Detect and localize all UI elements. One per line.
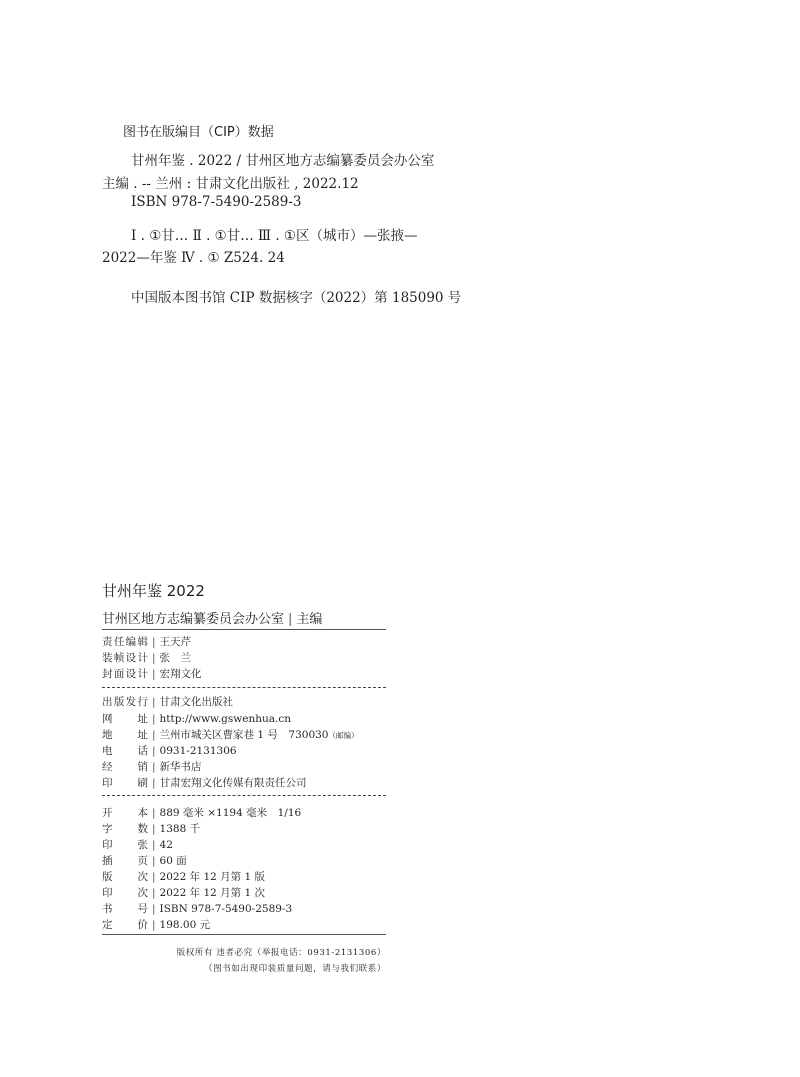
publisher-row: 电话 | 0931-2131306	[102, 745, 237, 757]
cip-editor-line: 主编 . -- 兰州 : 甘肃文化出版社 , 2022.12	[102, 176, 359, 192]
publisher-row: 经销 | 新华书店	[102, 761, 202, 773]
cip-title-line: 甘州年鉴 . 2022 / 甘州区地方志编纂委员会办公室	[131, 153, 435, 169]
publisher-row: 地址 | 兰州市城关区曹家巷 1 号 730030（邮编）	[102, 729, 359, 741]
divider-dashed	[102, 795, 386, 796]
spec-row: 印张 | 42	[102, 839, 173, 851]
book-title: 甘州年鉴 2022	[102, 582, 205, 600]
book-editor: 甘州区地方志编纂委员会办公室	[102, 612, 285, 627]
separator: |	[288, 612, 293, 627]
divider-dashed	[102, 687, 386, 688]
cip-isbn-line: ISBN 978-7-5490-2589-3	[131, 194, 302, 210]
copyright-notice: 版权所有 违者必究（举报电话：0931-2131306）	[176, 948, 386, 958]
spec-row: 印次 | 2022 年 12 月第 1 次	[102, 887, 265, 899]
spec-row: 字数 | 1388 千	[102, 823, 201, 835]
credit-row: 装帧设计 | 张 兰	[102, 652, 192, 664]
divider-solid	[102, 629, 386, 630]
spec-row: 插页 | 60 面	[102, 855, 187, 867]
spec-row: 书号 | ISBN 978-7-5490-2589-3	[102, 903, 293, 915]
quality-notice: （图书如出现印装质量问题，请与我们联系）	[203, 964, 386, 974]
cip-record-number: 中国版本图书馆 CIP 数据核字（2022）第 185090 号	[131, 290, 462, 306]
book-editor-role: 主编	[296, 612, 323, 627]
credit-row: 责任编辑 | 王天芹	[102, 636, 192, 648]
book-subtitle	[102, 608, 322, 627]
postcode-note: （邮编）	[328, 731, 359, 740]
spec-row: 开本 | 889 毫米 ×1194 毫米 1/16	[102, 807, 302, 819]
cip-classification-line-2: 2022—年鉴 Ⅳ . ① Z524. 24	[102, 250, 285, 266]
divider-solid	[102, 934, 386, 935]
publisher-row: 印刷 | 甘肃宏翔文化传媒有限责任公司	[102, 777, 307, 789]
spec-row: 定价 | 198.00 元	[102, 919, 211, 931]
website-link[interactable]: http://www.gswenhua.cn	[159, 713, 291, 725]
publisher-row: 出版发行 | 甘肃文化出版社	[102, 696, 234, 708]
publisher-row: 网址 | http://www.gswenhua.cn	[102, 713, 291, 725]
cip-classification-line: Ⅰ . ①甘… Ⅱ . ①甘… Ⅲ . ①区（城市）—张掖—	[131, 228, 418, 244]
credit-row: 封面设计 | 宏翔文化	[102, 668, 202, 680]
cip-heading: 图书在版编目（CIP）数据	[123, 125, 274, 140]
spec-row: 版次 | 2022 年 12 月第 1 版	[102, 871, 265, 883]
